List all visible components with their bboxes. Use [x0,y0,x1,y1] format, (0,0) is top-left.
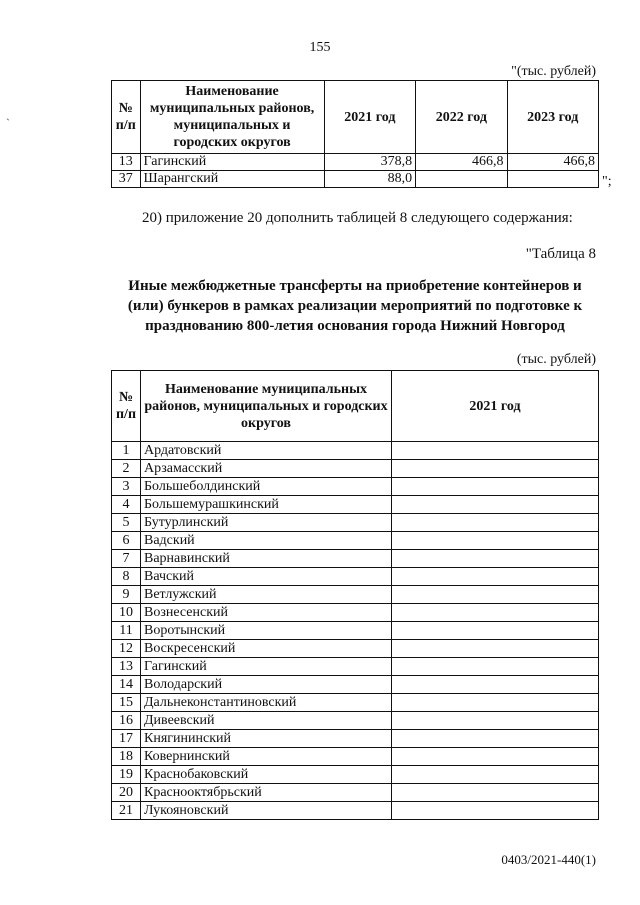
prev-table-header-row [112,81,599,154]
header-no: № п/п [112,81,141,154]
cell-y2022 [416,171,507,188]
header-2021: 2021 год [392,371,599,442]
table-row [112,586,599,604]
cell-name: Ардатовский [141,442,392,460]
table-row [112,154,599,171]
cell-no: 21 [112,802,141,820]
cell-y2021 [392,802,599,820]
cell-no: 20 [112,784,141,802]
table-row [112,730,599,748]
header-2022: 2022 год [416,81,507,154]
cell-name: Воскресенский [141,640,392,658]
cell-y2021 [392,442,599,460]
table-row [112,442,599,460]
prev-table-unit: "(тыс. рублей) [511,64,596,79]
page-number: 155 [309,40,331,55]
margin-mark: ` [6,116,10,130]
cell-name: Ветлужский [141,586,392,604]
cell-y2021 [392,514,599,532]
table-row [112,676,599,694]
table-row [112,622,599,640]
cell-y2021 [392,784,599,802]
cell-no: 7 [112,550,141,568]
cell-no: 9 [112,586,141,604]
cell-y2021: 88,0 [324,171,415,188]
table8-header-row [112,371,599,442]
cell-y2021 [392,622,599,640]
cell-no: 13 [112,658,141,676]
cell-name: Лукояновский [141,802,392,820]
cell-y2021 [392,748,599,766]
cell-no: 19 [112,766,141,784]
cell-no: 14 [112,676,141,694]
cell-no: 17 [112,730,141,748]
cell-y2021 [392,712,599,730]
cell-y2021 [392,640,599,658]
table-row [112,514,599,532]
cell-y2021 [392,550,599,568]
cell-y2021 [392,604,599,622]
table-row [112,478,599,496]
table-row [112,658,599,676]
cell-y2021 [392,586,599,604]
cell-name: Ковернинский [141,748,392,766]
cell-name: Гагинский [141,658,392,676]
header-no: № п/п [112,371,141,442]
cell-y2021 [392,766,599,784]
cell-y2021 [392,460,599,478]
cell-name: Вадский [141,532,392,550]
closing-quote: "; [602,174,612,189]
cell-no: 16 [112,712,141,730]
cell-no: 18 [112,748,141,766]
cell-no: 1 [112,442,141,460]
cell-no: 13 [112,154,141,171]
cell-y2021 [392,730,599,748]
table-row [112,460,599,478]
cell-name: Шарангский [140,171,324,188]
cell-y2021: 378,8 [324,154,415,171]
table-row [112,496,599,514]
cell-name: Воротынский [141,622,392,640]
table-row [112,802,599,820]
table-row [112,748,599,766]
table-row [112,604,599,622]
table-row [112,171,599,188]
prev-table [111,80,599,188]
cell-name: Большеболдинский [141,478,392,496]
cell-y2021 [392,676,599,694]
cell-no: 12 [112,640,141,658]
cell-name: Вознесенский [141,604,392,622]
cell-y2023: 466,8 [507,154,598,171]
cell-name: Арзамасский [141,460,392,478]
table-row [112,568,599,586]
table8 [111,370,599,820]
table-row [112,766,599,784]
cell-y2021 [392,694,599,712]
cell-no: 3 [112,478,141,496]
cell-no: 8 [112,568,141,586]
cell-y2021 [392,478,599,496]
cell-name: Краснобаковский [141,766,392,784]
cell-no: 10 [112,604,141,622]
header-name: Наименование муниципальных районов, муниципальных и городских округов [140,81,324,154]
cell-name: Гагинский [140,154,324,171]
cell-no: 4 [112,496,141,514]
amendment-text: 20) приложение 20 дополнить таблицей 8 следующего содержания: [142,210,573,226]
table-title: Иные межбюджетные трансферты на приобретение контейнеров и (или) бункеров в рамках реализации мероприятий по подготовке к празднованию 800-летия основания города Нижний Новгород [127,278,583,334]
table-row [112,640,599,658]
cell-y2021 [392,496,599,514]
cell-y2021 [392,658,599,676]
cell-name: Дивеевский [141,712,392,730]
cell-y2021 [392,532,599,550]
cell-name: Большемурашкинский [141,496,392,514]
cell-name: Бутурлинский [141,514,392,532]
table-row [112,694,599,712]
table8-unit: (тыс. рублей) [516,352,596,367]
cell-name: Варнавинский [141,550,392,568]
cell-name: Дальнеконстантиновский [141,694,392,712]
cell-no: 11 [112,622,141,640]
cell-y2022: 466,8 [416,154,507,171]
cell-y2021 [392,568,599,586]
table-row [112,784,599,802]
cell-no: 6 [112,532,141,550]
cell-y2023 [507,171,598,188]
cell-name: Княгининский [141,730,392,748]
header-2021: 2021 год [324,81,415,154]
cell-no: 15 [112,694,141,712]
table-row [112,712,599,730]
table-label: "Таблица 8 [525,246,596,262]
cell-no: 5 [112,514,141,532]
cell-no: 37 [112,171,141,188]
cell-no: 2 [112,460,141,478]
document-code: 0403/2021-440(1) [501,852,596,867]
cell-name: Володарский [141,676,392,694]
cell-name: Вачский [141,568,392,586]
cell-name: Краснооктябрьский [141,784,392,802]
table-row [112,550,599,568]
header-name: Наименование муниципальных районов, муниципальных и городских округов [141,371,392,442]
table-row [112,532,599,550]
header-2023: 2023 год [507,81,598,154]
